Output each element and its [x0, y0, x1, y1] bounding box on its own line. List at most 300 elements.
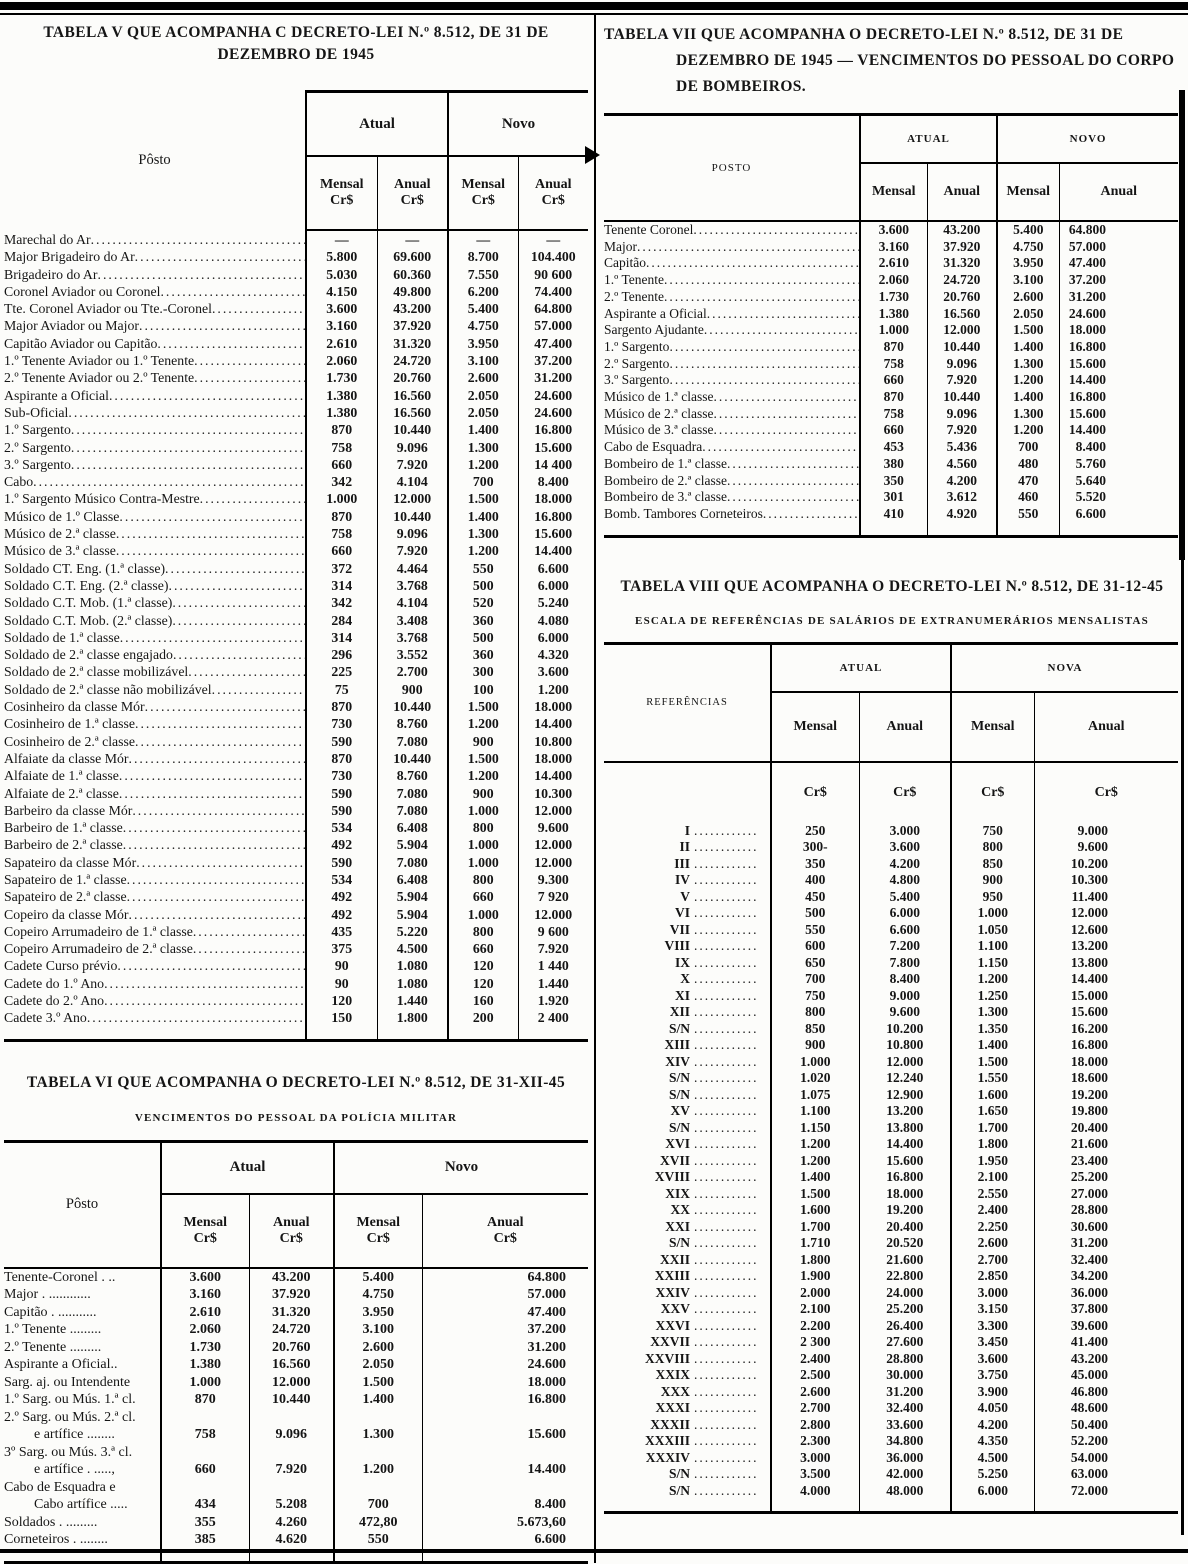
table-row [4, 1444, 588, 1479]
spacer-cell [334, 1549, 422, 1563]
value-cell: 14.400 [518, 715, 588, 732]
value-cell: 284 [306, 612, 377, 629]
value-cell: 2.060 [161, 1321, 249, 1339]
rank-label [4, 1009, 306, 1026]
tabela8-rows [604, 823, 1178, 1513]
table-row [604, 1120, 1178, 1137]
dot-leader: ............ [694, 1169, 759, 1185]
reference-numeral: XXXII [650, 1416, 690, 1432]
rank-label-line1: Sarg. aj. ou Intendente [4, 1374, 131, 1390]
anual-novo-header [422, 1194, 588, 1268]
rank-label-wrap [604, 306, 859, 323]
table-bottom-spacer [4, 1027, 588, 1041]
rank-label [4, 1409, 161, 1444]
rank-label-text: 1.º Sargento [4, 422, 71, 438]
value-cell: 47.400 [422, 1304, 588, 1322]
value-cell: 1.600 [951, 1087, 1034, 1104]
reference-numeral: XX [670, 1202, 690, 1218]
header-group-row [604, 643, 1178, 692]
value-cell: 5.208 [249, 1479, 334, 1514]
value-cell: 7.080 [377, 733, 448, 750]
dot-leader [68, 404, 305, 421]
reference-numeral: XXIX [655, 1367, 690, 1383]
value-cell: 54.000 [1034, 1450, 1178, 1467]
rank-label-text: Major [604, 238, 637, 254]
table-row [4, 300, 588, 317]
rank-label-wrap [604, 372, 859, 389]
rank-label-line1: Cabo de Esquadra e [4, 1479, 116, 1495]
rank-label-text: Músico de 2.ª classe [4, 526, 116, 542]
value-cell: 1.500 [771, 1186, 859, 1203]
value-cell: 9.600 [1034, 839, 1178, 856]
tabela5-rows [4, 230, 588, 1040]
table-row [604, 489, 1178, 506]
dot-leader [173, 646, 305, 663]
value-cell: 69.600 [377, 248, 448, 265]
value-cell: 1.000 [448, 854, 518, 871]
dot-leader [104, 975, 305, 992]
rank-label-line1: 2.º Sarg. ou Mús. 2.ª cl. [4, 1409, 136, 1425]
value-cell: 1.800 [377, 1009, 448, 1026]
table-row [4, 1268, 588, 1287]
value-cell: 590 [306, 854, 377, 871]
value-cell: 434 [161, 1479, 249, 1514]
table-row [604, 1252, 1178, 1269]
value-cell: 2.050 [997, 306, 1059, 323]
value-cell: 9.600 [859, 1004, 951, 1021]
atual-group-header: Atual [306, 92, 448, 157]
value-cell: 37.800 [1034, 1301, 1178, 1318]
rank-label [4, 283, 306, 300]
rank-label [4, 1531, 161, 1549]
value-cell: 900 [448, 785, 518, 802]
currency-label: Cr$ [193, 1230, 217, 1246]
rank-label [4, 300, 306, 317]
value-cell: 1.200 [997, 372, 1059, 389]
table-row [4, 1409, 588, 1444]
reference-label [604, 1219, 771, 1236]
atual-group-header: Atual [161, 1141, 334, 1194]
rank-label-wrap [4, 975, 305, 992]
rank-label [604, 372, 860, 389]
value-cell: 300 [448, 663, 518, 680]
rank-label-text: Bombeiro de 3.ª classe [604, 489, 727, 505]
table-row [4, 594, 588, 611]
value-cell: 350 [771, 856, 859, 873]
value-cell: 14.400 [518, 542, 588, 559]
value-cell: 1.000 [448, 906, 518, 923]
value-cell: 700 [771, 971, 859, 988]
value-cell: 10.800 [859, 1037, 951, 1054]
reference-label [604, 872, 771, 889]
value-cell: 15.600 [1059, 356, 1178, 373]
rank-label [604, 322, 860, 339]
anual-atual-header: Anual [859, 692, 951, 762]
spacer-cell [1059, 523, 1178, 537]
table-row [4, 369, 588, 386]
table-row [604, 1202, 1178, 1219]
reference-label [604, 856, 771, 873]
posto-header: Pôsto [4, 1141, 161, 1268]
value-cell: 14.400 [518, 767, 588, 784]
rank-label [4, 819, 306, 836]
table-row [604, 473, 1178, 490]
value-cell: 27.000 [1034, 1186, 1178, 1203]
value-cell: 3.950 [334, 1304, 422, 1322]
rank-label [4, 1374, 161, 1392]
reference-label [604, 1433, 771, 1450]
value-cell: 14.400 [1034, 971, 1178, 988]
rank-label-wrap [604, 406, 859, 423]
value-cell: 1.300 [997, 356, 1059, 373]
rank-label [4, 836, 306, 853]
rank-label-wrap [604, 255, 859, 272]
dot-leader: ............ [694, 1136, 759, 1152]
value-cell: 104.400 [518, 248, 588, 265]
anual-label: Anual [534, 177, 572, 192]
value-cell: 28.800 [859, 1351, 951, 1368]
table-row [4, 1304, 588, 1322]
rank-label [604, 473, 860, 490]
value-cell: 1.000 [951, 905, 1034, 922]
rank-label [604, 289, 860, 306]
rank-label-text: Alfaiate da classe Mór [4, 750, 129, 766]
rank-label [4, 888, 306, 905]
value-cell: 758 [860, 406, 927, 423]
value-cell: 660 [860, 422, 927, 439]
reference-label [604, 1367, 771, 1384]
value-cell: 4.750 [334, 1286, 422, 1304]
table-row [4, 871, 588, 888]
value-cell: 800 [771, 1004, 859, 1021]
rank-label-wrap [4, 802, 305, 819]
tabela8-table [604, 642, 1178, 1515]
value-cell: 800 [448, 923, 518, 940]
table-row [604, 872, 1178, 889]
rank-label-text: Sapateiro de 1.ª classe [4, 871, 127, 887]
value-cell: 900 [448, 733, 518, 750]
mensal-label: Mensal [319, 177, 364, 192]
spacer-cell [306, 1027, 377, 1041]
value-cell: 10.300 [1034, 872, 1178, 889]
value-cell: 100 [448, 681, 518, 698]
posto-header: Pôsto [138, 152, 171, 169]
table-row [4, 957, 588, 974]
rank-label [4, 404, 306, 421]
value-cell: 758 [161, 1409, 249, 1444]
value-cell: 1.700 [771, 1219, 859, 1236]
header-group-row [4, 1141, 588, 1194]
rank-label [4, 369, 306, 386]
table-row [4, 560, 588, 577]
rank-label-text: Soldado de 2.ª classe engajado [4, 647, 173, 663]
value-cell: 1.000 [161, 1374, 249, 1392]
value-cell: 10.440 [249, 1391, 334, 1409]
rank-label-wrap [4, 663, 305, 680]
rank-label-wrap [4, 715, 305, 732]
mensal-nova-header: Mensal [951, 692, 1034, 762]
rank-label [604, 221, 860, 239]
rank-label-wrap [604, 473, 859, 490]
anual-novo-header: Anual [1059, 163, 1178, 221]
dot-leader [132, 802, 305, 819]
rank-label [604, 306, 860, 323]
value-cell: 1.950 [951, 1153, 1034, 1170]
rank-label-wrap [604, 489, 859, 506]
value-cell: 37.200 [422, 1321, 588, 1339]
currency-label: Cr$ [541, 193, 565, 208]
value-cell: 2.550 [951, 1186, 1034, 1203]
mensal-novo-header [448, 156, 518, 230]
table-row [604, 272, 1178, 289]
value-cell: 31.320 [249, 1304, 334, 1322]
value-cell: 1.380 [860, 306, 927, 323]
value-cell: 37.200 [518, 352, 588, 369]
value-cell: 2.400 [771, 1351, 859, 1368]
dot-leader: ............ [694, 1218, 759, 1234]
rank-label [4, 1304, 161, 1322]
rank-label-wrap [4, 300, 305, 317]
value-cell: 2.300 [771, 1433, 859, 1450]
dot-leader [702, 439, 859, 456]
table-row [4, 940, 588, 957]
rank-label-wrap [604, 506, 859, 523]
value-cell: 12.000 [859, 1054, 951, 1071]
value-cell: 37.920 [377, 317, 448, 334]
value-cell: 385 [161, 1531, 249, 1549]
rank-label-text: Copeiro Arrumadeiro de 1.ª classe [4, 923, 193, 939]
rank-label-wrap [604, 439, 859, 456]
value-cell: 1.650 [951, 1103, 1034, 1120]
value-cell: 1.730 [860, 289, 927, 306]
dot-leader [120, 629, 305, 646]
value-cell: 6.000 [951, 1483, 1034, 1500]
value-cell: 24.720 [927, 272, 997, 289]
value-cell: 10.300 [518, 785, 588, 802]
tabela5-title-line1: TABELA V QUE ACOMPANHA C DECRETO-LEI N.º 8.512, DE 31 DE [43, 24, 549, 41]
value-cell: 12.000 [518, 854, 588, 871]
value-cell: 520 [448, 594, 518, 611]
value-cell: 24.720 [249, 1321, 334, 1339]
value-cell: 296 [306, 646, 377, 663]
table-row [604, 1087, 1178, 1104]
value-cell: 16.560 [377, 404, 448, 421]
rank-label-wrap [4, 785, 305, 802]
value-cell: 3.150 [951, 1301, 1034, 1318]
value-cell: 4.200 [951, 1417, 1034, 1434]
dot-leader: ............ [694, 1416, 759, 1432]
reference-numeral: XXIII [654, 1268, 690, 1284]
value-cell: 2.600 [951, 1235, 1034, 1252]
value-cell: 57.000 [422, 1286, 588, 1304]
rank-label-text: Soldado C.T. Mob. (2.ª classe) [4, 612, 173, 628]
dot-leader [127, 888, 305, 905]
rank-label [4, 871, 306, 888]
dot-leader [119, 785, 305, 802]
spacer-cell [249, 1549, 334, 1563]
value-cell: 75 [306, 681, 377, 698]
rank-label-text: Coronel Aviador ou Coronel [4, 283, 161, 299]
mensal-label: Mensal [461, 177, 506, 192]
table-row [604, 1483, 1178, 1500]
dot-leader: ............ [694, 1103, 759, 1119]
rank-label [604, 422, 860, 439]
reference-label [604, 1054, 771, 1071]
table-bottom-spacer [4, 1549, 588, 1563]
rank-label [4, 1286, 161, 1304]
table-row [604, 406, 1178, 423]
value-cell: 14.400 [422, 1444, 588, 1479]
dot-leader [194, 369, 305, 386]
value-cell: 1.000 [448, 836, 518, 853]
spacer-cell [859, 1499, 951, 1513]
currency-label: Cr$ [471, 193, 495, 208]
value-cell: 25.200 [1034, 1169, 1178, 1186]
value-cell: 8.400 [518, 473, 588, 490]
value-cell: 1.200 [951, 971, 1034, 988]
table-row [604, 1054, 1178, 1071]
rank-label-text: Major Brigadeiro do Ar [4, 249, 135, 265]
value-cell: 3.900 [951, 1384, 1034, 1401]
dot-leader: ............ [694, 1152, 759, 1168]
reference-numeral: II [679, 839, 690, 855]
currency-unit: Cr$ [1034, 762, 1178, 823]
dot-leader: ............ [694, 1367, 759, 1383]
value-cell: 21.600 [859, 1252, 951, 1269]
value-cell: 19.200 [859, 1202, 951, 1219]
spacer-cell [161, 1549, 249, 1563]
value-cell: 7.920 [927, 422, 997, 439]
value-cell: 10.440 [927, 339, 997, 356]
value-cell: 900 [951, 872, 1034, 889]
value-cell: 492 [306, 836, 377, 853]
value-cell: 14 400 [518, 456, 588, 473]
value-cell: 1.300 [334, 1409, 422, 1444]
value-cell: 2.000 [771, 1285, 859, 1302]
value-cell: 1.400 [448, 421, 518, 438]
value-cell: 1.200 [997, 422, 1059, 439]
value-cell: 870 [860, 339, 927, 356]
value-cell: 27.600 [859, 1334, 951, 1351]
rank-label-wrap [4, 646, 305, 663]
value-cell: 3.000 [951, 1285, 1034, 1302]
rank-label [4, 923, 306, 940]
value-cell: 11.400 [1034, 889, 1178, 906]
reference-label [604, 1202, 771, 1219]
value-cell: 16.800 [1034, 1037, 1178, 1054]
rank-label-text: Aspirante a Oficial [4, 387, 109, 403]
reference-numeral: XXI [665, 1218, 690, 1234]
value-cell: 6.600 [1059, 506, 1178, 523]
table-row [4, 1321, 588, 1339]
value-cell: 2.200 [771, 1318, 859, 1335]
anual-atual-header [249, 1194, 334, 1268]
value-cell: 500 [448, 629, 518, 646]
table-bottom-spacer [604, 523, 1178, 537]
value-cell: 3.600 [860, 221, 927, 239]
dot-leader [135, 733, 305, 750]
value-cell: 350 [860, 473, 927, 490]
rank-label [4, 1444, 161, 1479]
dot-leader [637, 239, 859, 256]
reference-numeral: XXXIII [644, 1433, 690, 1449]
value-cell: 492 [306, 906, 377, 923]
rank-label [4, 335, 306, 352]
unit-row-spacer [604, 762, 771, 823]
mensal-atual-header: Mensal [771, 692, 859, 762]
table-row [4, 767, 588, 784]
value-cell: 2.060 [860, 272, 927, 289]
value-cell: 7.080 [377, 785, 448, 802]
value-cell: 6.000 [518, 577, 588, 594]
reference-numeral: X [680, 971, 690, 987]
rank-label-wrap [4, 473, 305, 490]
value-cell: 64.800 [1059, 221, 1178, 239]
rank-label-wrap [604, 222, 859, 239]
value-cell: 590 [306, 733, 377, 750]
spacer-cell [604, 1499, 771, 1513]
dot-leader: ............ [694, 1400, 759, 1416]
rank-label [4, 646, 306, 663]
value-cell: 52.200 [1034, 1433, 1178, 1450]
value-cell: 660 [448, 940, 518, 957]
value-cell: 15.600 [1034, 1004, 1178, 1021]
value-cell: 225 [306, 663, 377, 680]
reference-label [604, 1400, 771, 1417]
table-row [604, 1169, 1178, 1186]
table-row [4, 335, 588, 352]
dot-leader: ............ [694, 1202, 759, 1218]
value-cell: 43.200 [927, 221, 997, 239]
value-cell: 1.080 [377, 975, 448, 992]
value-cell: 21.600 [1034, 1136, 1178, 1153]
rank-label [4, 1321, 161, 1339]
value-cell: 1.075 [771, 1087, 859, 1104]
rank-label-line1: Corneteiros . ........ [4, 1532, 108, 1548]
table-row [4, 836, 588, 853]
value-cell: 2.500 [771, 1367, 859, 1384]
atual-group-header: ATUAL [771, 643, 951, 692]
dot-leader [669, 339, 859, 356]
value-cell: 50.400 [1034, 1417, 1178, 1434]
value-cell: 410 [860, 506, 927, 523]
value-cell: 43.200 [249, 1268, 334, 1287]
value-cell: 1.400 [997, 339, 1059, 356]
rank-label-text: Sargento Ajudante [604, 322, 704, 338]
rank-label-wrap [4, 992, 305, 1009]
value-cell: 1.200 [448, 767, 518, 784]
dot-leader [135, 715, 305, 732]
value-cell: 20.760 [927, 289, 997, 306]
value-cell: 5.400 [859, 889, 951, 906]
value-cell: 1.150 [771, 1120, 859, 1137]
reference-label [604, 1087, 771, 1104]
value-cell: 1.200 [448, 456, 518, 473]
value-cell: 12.000 [927, 322, 997, 339]
rank-label-text: Capitão [604, 255, 646, 271]
value-cell: 7.080 [377, 854, 448, 871]
value-cell: 18.000 [1059, 322, 1178, 339]
rank-label-line1: Soldados . ......... [4, 1514, 98, 1530]
value-cell: 1.800 [771, 1252, 859, 1269]
value-cell: 39.600 [1034, 1318, 1178, 1335]
value-cell: 60.360 [377, 266, 448, 283]
table-row [604, 971, 1178, 988]
rank-label-wrap [4, 387, 305, 404]
dot-leader [117, 957, 305, 974]
value-cell: 90 [306, 975, 377, 992]
value-cell: 47.400 [518, 335, 588, 352]
